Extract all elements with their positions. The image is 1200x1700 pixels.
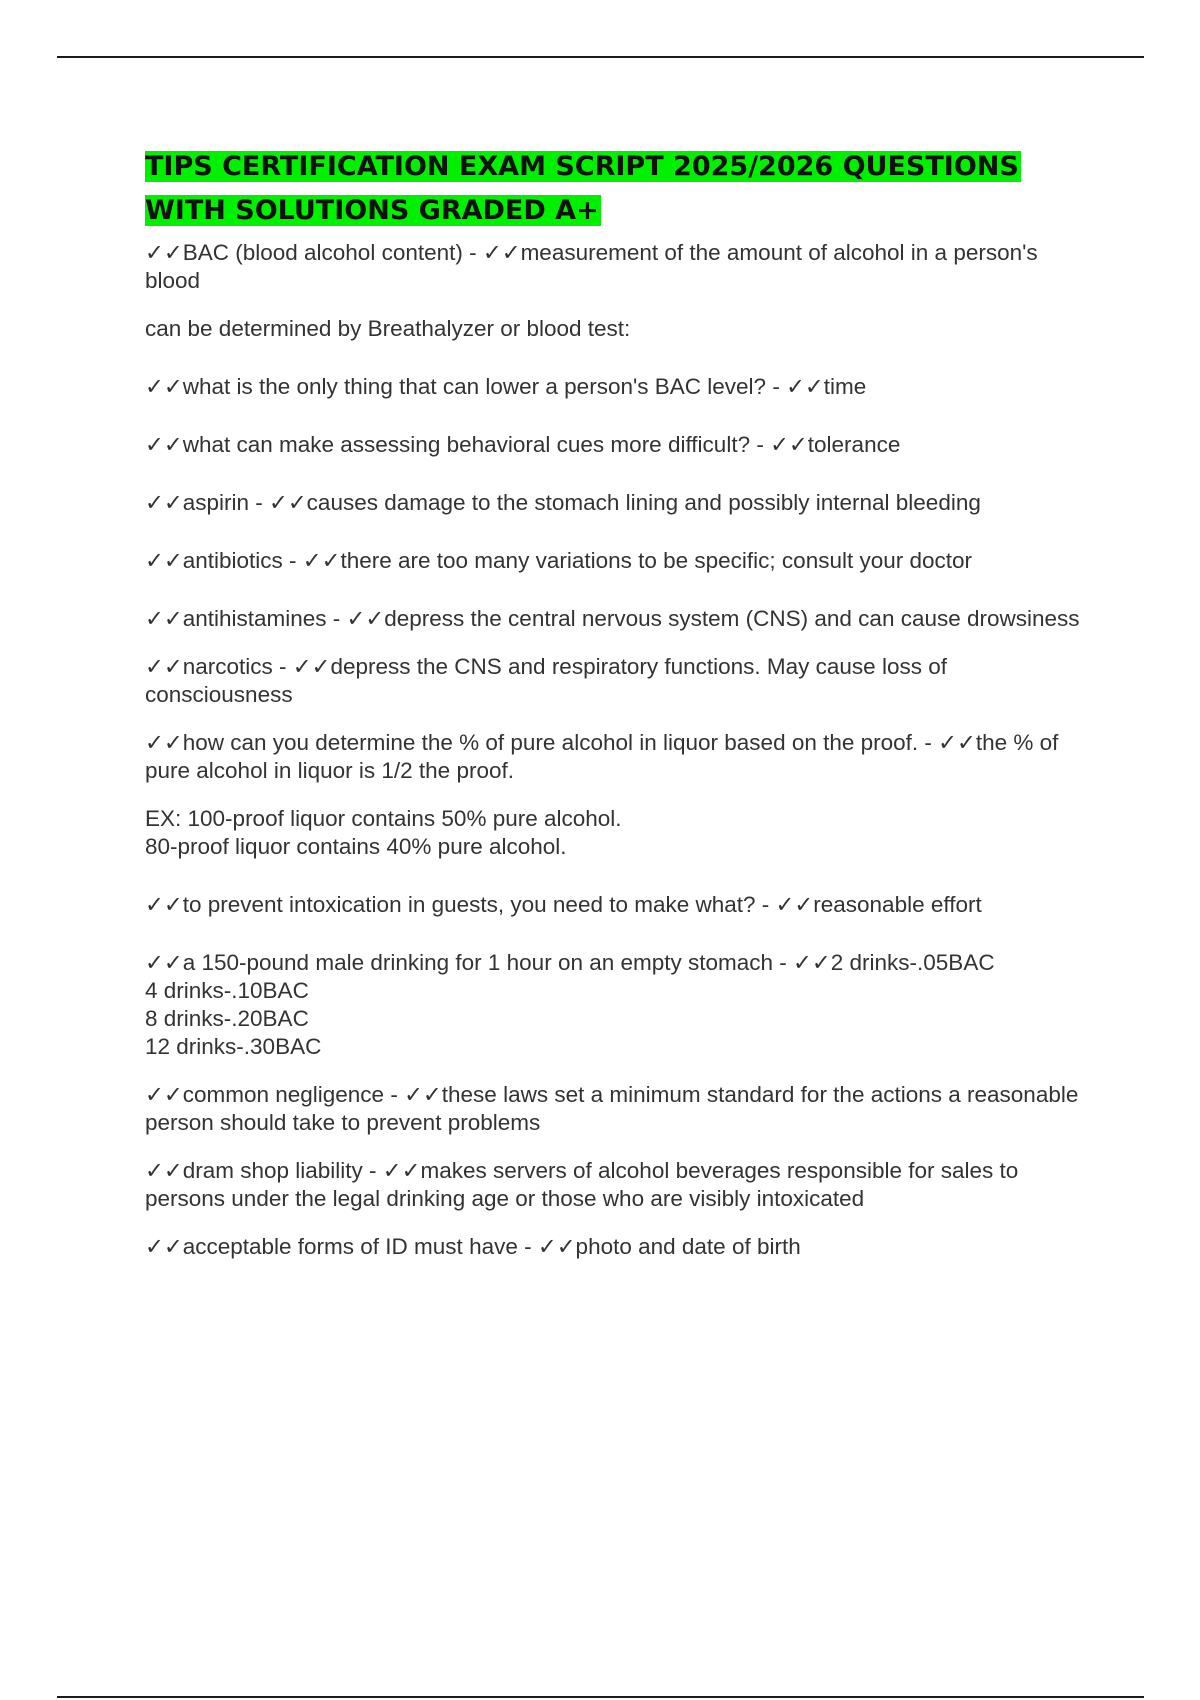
paragraph-narcotics: ✓✓narcotics - ✓✓depress the CNS and respiratory functions. May cause loss of consciousness <box>145 654 947 707</box>
paragraph-breathalyzer: can be determined by Breathalyzer or blood test: <box>145 316 631 341</box>
paragraph-proof-example: EX: 100-proof liquor contains 50% pure alcohol. 80-proof liquor contains 40% pure alcohol. <box>145 806 622 859</box>
paragraph-common-negligence: ✓✓common negligence - ✓✓these laws set a minimum standard for the actions a reasonable person should take to prevent problems <box>145 1082 1079 1135</box>
bottom-rule <box>57 1696 1144 1698</box>
paragraph-antihistamines: ✓✓antihistamines - ✓✓depress the central nervous system (CNS) and can cause drowsiness <box>145 606 1080 631</box>
paragraph-reasonable-effort: ✓✓to prevent intoxication in guests, you need to make what? - ✓✓reasonable effort <box>145 892 982 917</box>
paragraph-bac: ✓✓BAC (blood alcohol content) - ✓✓measurement of the amount of alcohol in a person's blood <box>145 240 1038 293</box>
paragraph-antibiotics: ✓✓antibiotics - ✓✓there are too many variations to be specific; consult your doctor <box>145 548 973 573</box>
paragraph-aspirin: ✓✓aspirin - ✓✓causes damage to the stomach lining and possibly internal bleeding <box>145 490 981 515</box>
paragraph-bac-chart: ✓✓a 150-pound male drinking for 1 hour on an empty stomach - ✓✓2 drinks-.05BAC 4 drinks-.10BAC 8 drinks-.20BAC 12 drinks-.30BAC <box>145 950 995 1059</box>
paragraph-lower-bac: ✓✓what is the only thing that can lower a person's BAC level? - ✓✓time <box>145 374 867 399</box>
top-rule <box>57 56 1144 58</box>
document-title <box>145 145 1085 233</box>
paragraph-id-forms: ✓✓acceptable forms of ID must have - ✓✓photo and date of birth <box>145 1234 801 1259</box>
paragraph-proof: ✓✓how can you determine the % of pure alcohol in liquor based on the proof. - ✓✓the % of pure alcohol in liquor is 1/2 the proof. <box>145 730 1059 783</box>
document-body <box>145 145 1085 1261</box>
paragraph-dram-shop: ✓✓dram shop liability - ✓✓makes servers of alcohol beverages responsible for sales to persons under the legal drinking age or those who are visibly intoxicated <box>145 1158 1019 1211</box>
paragraph-behavioral-cues: ✓✓what can make assessing behavioral cues more difficult? - ✓✓tolerance <box>145 432 901 457</box>
title-highlight: TIPS CERTIFICATION EXAM SCRIPT 2025/2026 QUESTIONS WITH SOLUTIONS GRADED A+ <box>145 151 1019 226</box>
